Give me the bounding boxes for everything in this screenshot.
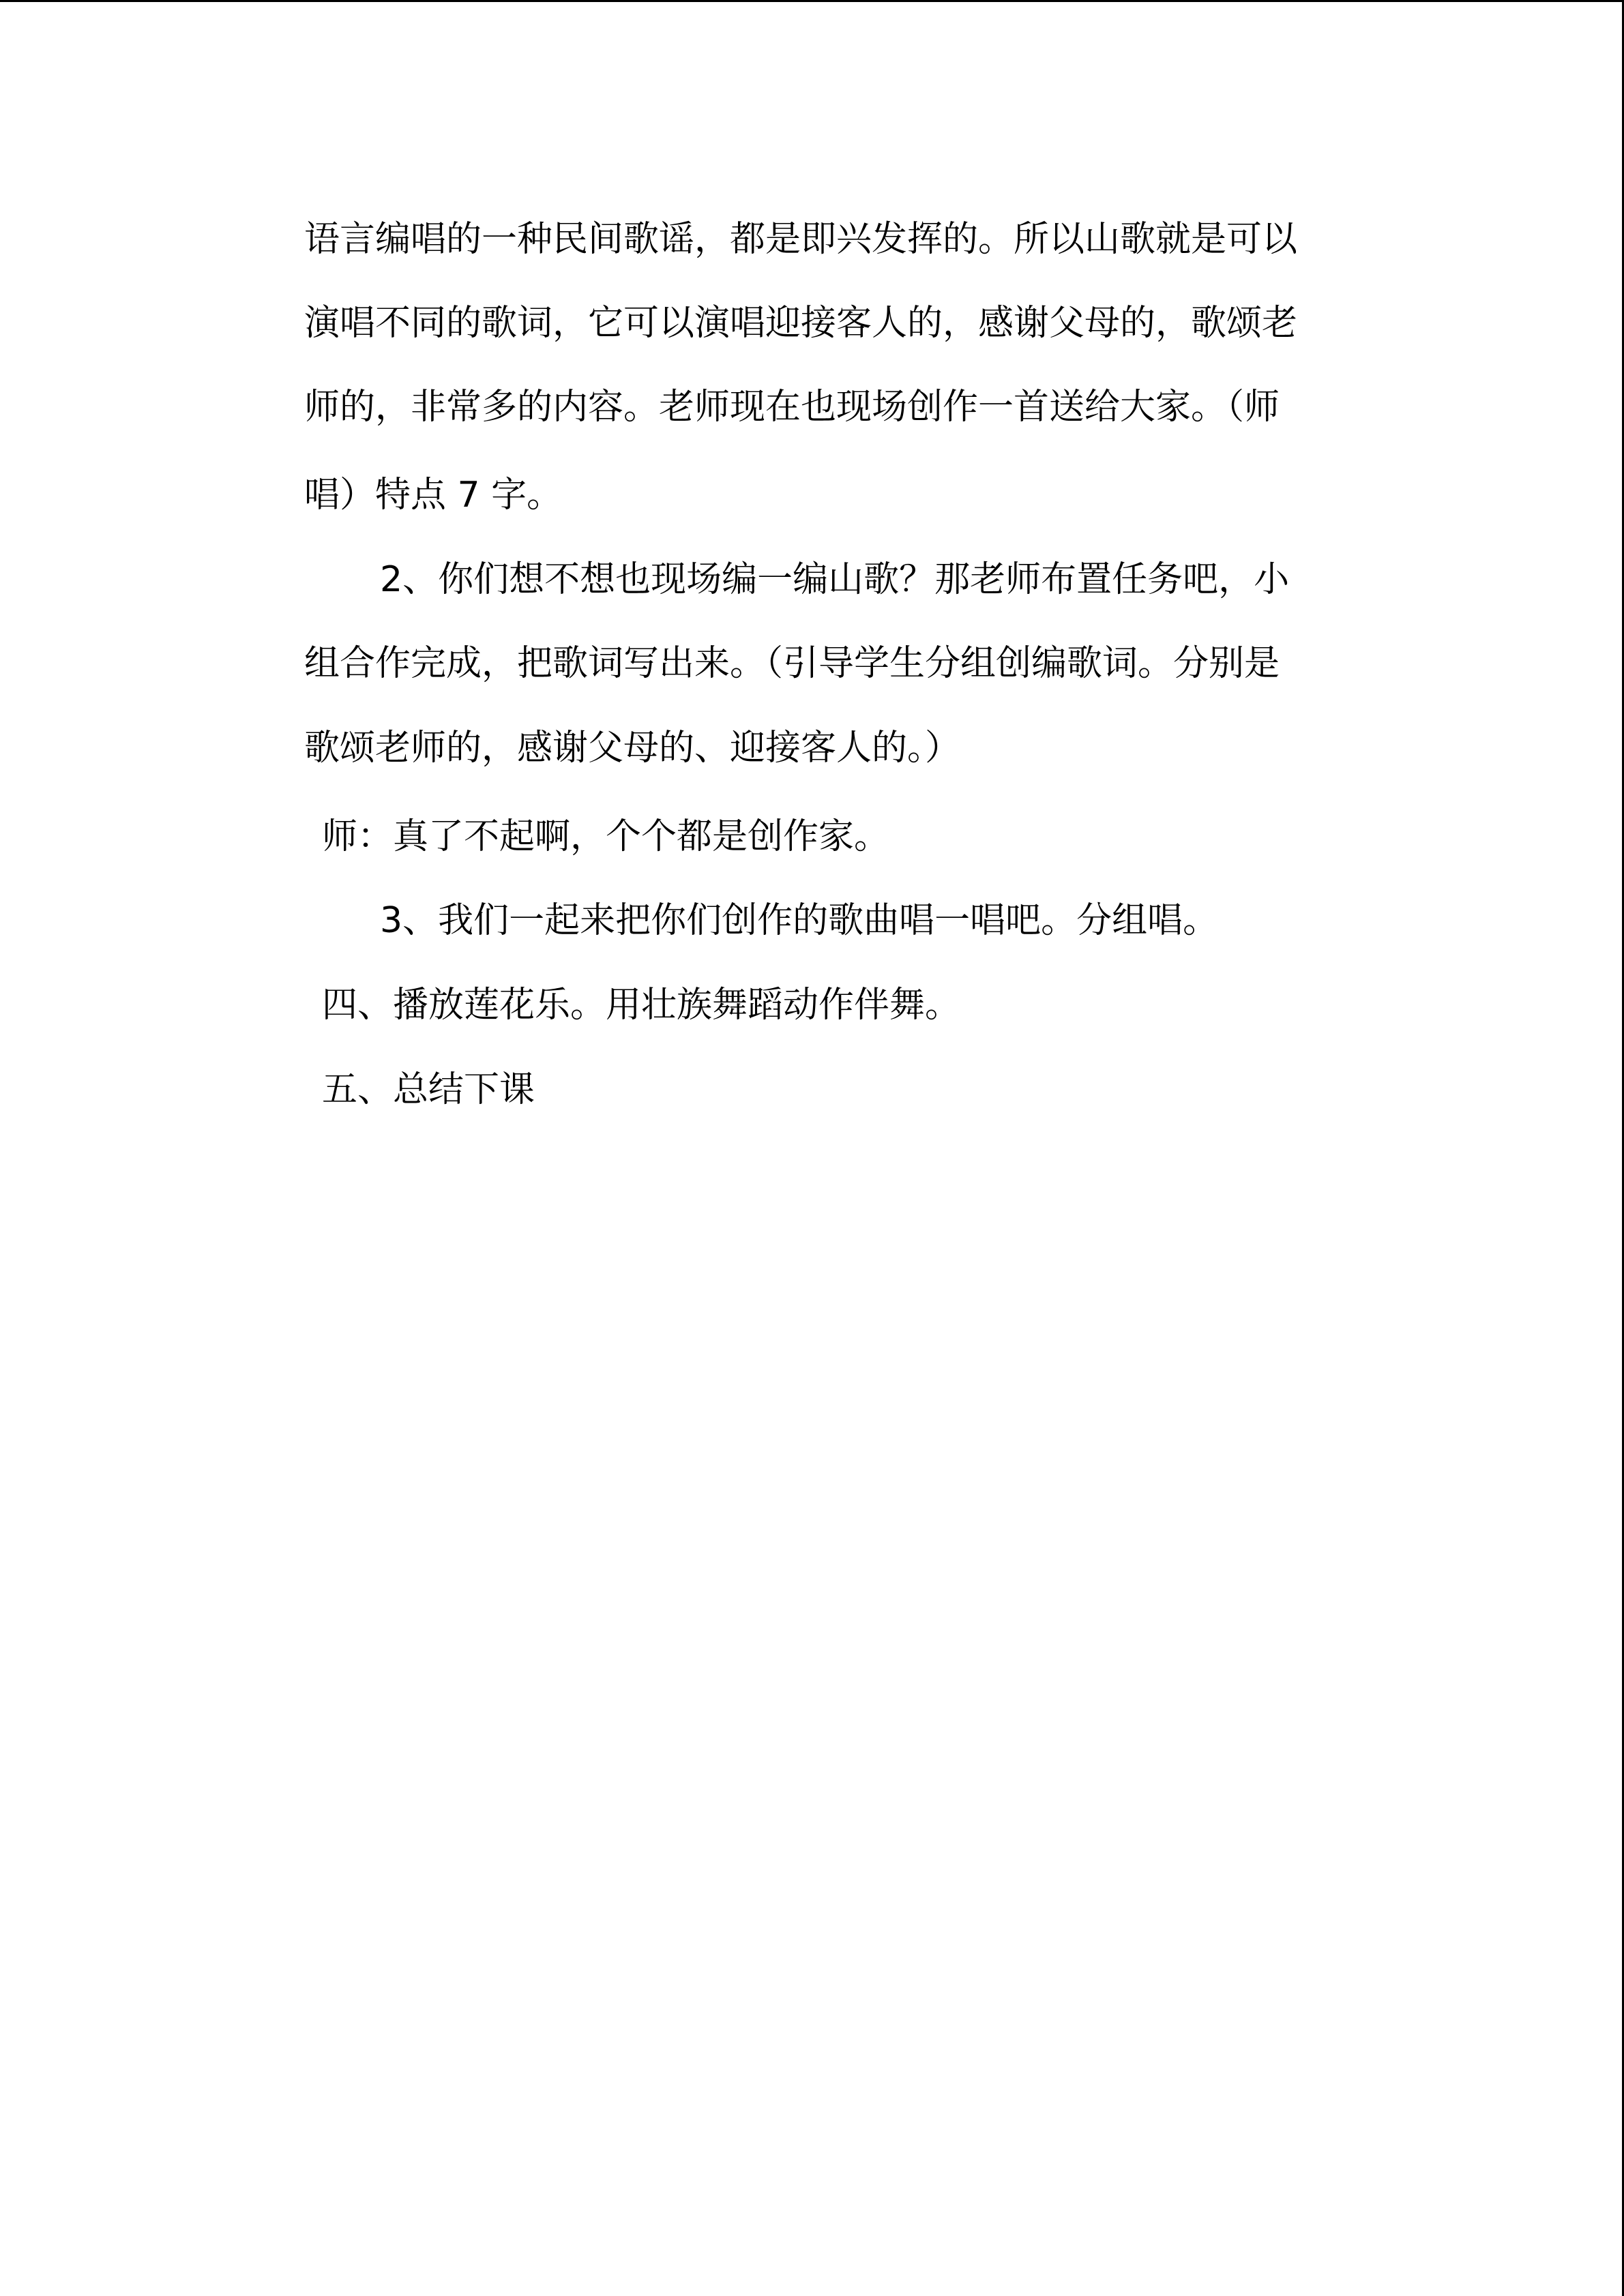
paragraph-line: 语言编唱的一种民间歌谣，都是即兴发挥的。所以山歌就是可以 xyxy=(304,219,1298,260)
section-five-heading: 五、总结下课 xyxy=(322,1069,535,1110)
paragraph-line: 师的，非常多的内容。老师现在也现场创作一首送给大家。（师 xyxy=(304,387,1280,428)
page-top-border xyxy=(0,0,1624,2)
paragraph-line: 唱）特点 7 字。 xyxy=(304,475,563,516)
teacher-remark-line: 师：真了不起啊，个个都是创作家。 xyxy=(322,816,890,857)
step-3-line: 3、我们一起来把你们创作的歌曲唱一唱吧。分组唱。 xyxy=(380,900,1219,941)
paragraph-line: 歌颂老师的，感谢父母的、迎接客人的。） xyxy=(304,728,961,769)
paragraph-line: 组合作完成，把歌词写出来。（引导学生分组创编歌词。分别是 xyxy=(304,643,1280,684)
paragraph-line: 演唱不同的歌词，它可以演唱迎接客人的，感谢父母的，歌颂老 xyxy=(304,303,1298,344)
step-2-line: 2、你们想不想也现场编一编山歌？那老师布置任务吧，小 xyxy=(380,559,1290,600)
section-four-heading: 四、播放莲花乐。用壮族舞蹈动作伴舞。 xyxy=(322,985,961,1026)
